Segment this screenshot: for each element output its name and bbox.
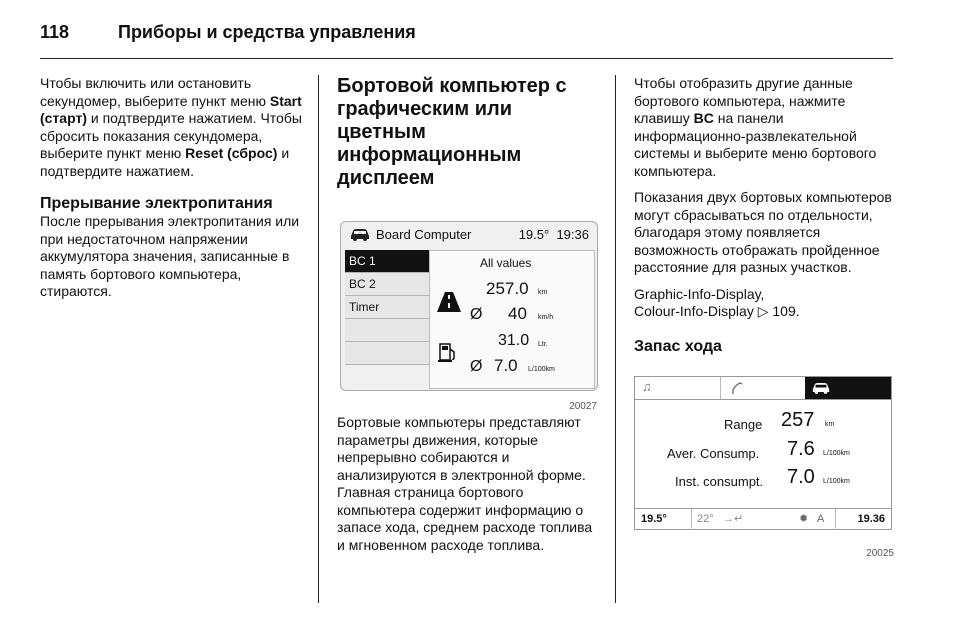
avg-speed-symbol: Ø <box>470 306 483 323</box>
board-computer-paragraph: Бортовые компьютеры представляют параметры движения, которые непрерывно собираются и анализируются в электронной форме. Главная страница бортового компьютера содержит информацию о запасе хода, среднем расходе топлива и мгновенном расходе топлива. <box>337 414 593 553</box>
bc-menu <box>345 250 429 387</box>
fuel-used-value: 31.0 <box>498 332 530 349</box>
avg-cons-symbol: Ø <box>470 358 483 375</box>
bc-key-term: BC <box>693 110 714 126</box>
status-divider <box>835 509 836 530</box>
menu-item-bc1: BC 1 <box>345 250 429 273</box>
avg-cons-unit: L/100km <box>528 366 555 373</box>
inst-consumpt-label: Inst. consumpt. <box>675 473 764 489</box>
all-values-label: All values <box>480 256 532 270</box>
tab-audio <box>635 377 721 399</box>
avg-speed-value: 40 <box>508 304 527 323</box>
outside-temp: 19.5° <box>641 512 667 525</box>
fuel-pump-icon <box>438 341 458 363</box>
distance-unit: km <box>538 289 548 296</box>
airflow-icon: →↵ <box>723 512 744 525</box>
display-tabs <box>635 377 891 400</box>
temp-time-readout: 19.5° 19:36 <box>518 227 589 242</box>
fan-mode: A <box>817 512 825 525</box>
range-label: Range <box>724 416 763 432</box>
board-computer-heading: Бортовой компьютер с графическим или цветным информационным дисплеем <box>337 75 567 189</box>
column-divider <box>615 75 616 603</box>
car-icon <box>349 227 371 241</box>
column-2 <box>337 75 599 554</box>
music-note-icon: ♫ <box>642 378 652 394</box>
range-figure <box>634 366 896 581</box>
power-interrupt-heading: Прерывание электропитания <box>40 195 273 212</box>
column-1 <box>40 75 302 301</box>
set-temp: 22° <box>697 512 714 525</box>
climate-status-bar <box>635 508 891 530</box>
screen-title: Board Computer <box>376 227 472 242</box>
header-divider <box>40 58 893 59</box>
stopwatch-paragraph: Чтобы включить или остановить секундомер, выберите пункт меню Start (старт) и подтвердите нажатием. Чтобы сбросить показания секундомера, выберите пункт меню Reset (сброс) и подтвердите нажатием. <box>40 75 302 179</box>
avg-speed-unit: km/h <box>538 314 554 321</box>
status-time: 19.36 <box>857 512 885 525</box>
status-divider <box>691 509 692 530</box>
reset-term: Reset (сброс) <box>185 145 278 161</box>
distance-value: 257.0 <box>486 279 529 298</box>
menu-item-timer: Timer <box>345 296 429 319</box>
board-computer-screen <box>340 221 598 391</box>
tab-phone <box>720 377 806 399</box>
inst-consumpt-value: 7.0 <box>787 465 815 488</box>
bc-key-paragraph: Чтобы отобразить другие данные бортового компьютера, нажмите клавишу BC на панели информационно-развлекательной системы и выберите меню бортового компьютера. <box>634 75 877 179</box>
aver-consump-unit: L/100km <box>823 449 850 457</box>
car-icon <box>811 381 831 394</box>
figure-number: 20027 <box>569 401 597 412</box>
page-ref: 109. <box>772 303 800 319</box>
range-value: 257 <box>781 408 815 431</box>
aver-consump-value: 7.6 <box>787 437 815 460</box>
menu-item-empty <box>345 342 429 365</box>
figure-number: 20025 <box>866 547 894 559</box>
power-interrupt-paragraph: После прерывания электропитания или при недостаточном напряжении аккумулятора значения, записанные в память бортового компьютера, стираются. <box>40 213 300 299</box>
avg-cons-value: 7.0 <box>494 356 518 375</box>
phone-icon <box>730 381 744 395</box>
page-header <box>40 18 893 58</box>
road-icon <box>436 291 462 313</box>
screen-title-bar <box>341 222 597 248</box>
fuel-used-unit: Ltr. <box>538 341 548 348</box>
range-heading: Запас хода <box>634 337 722 355</box>
values-panel <box>429 250 595 389</box>
menu-item-empty <box>345 319 429 342</box>
section-title: Приборы и средства управления <box>118 22 416 42</box>
aver-consump-label: Aver. Consump. <box>667 445 760 461</box>
menu-item-bc2: BC 2 <box>345 273 429 296</box>
display-reference: Graphic-Info-Display, Colour-Info-Display ▷ 109. <box>634 285 800 319</box>
page-number: 118 <box>40 22 70 42</box>
board-computer-figure <box>337 200 599 412</box>
page-ref-icon: ▷ <box>757 303 769 319</box>
tab-board-computer <box>805 377 891 399</box>
range-unit: km <box>825 420 835 428</box>
reset-paragraph: Показания двух бортовых компьютеров могут сбрасываться по отдельности, благодаря этому появляется возможность отображать пройденное расстояние для разных участков. <box>634 189 892 275</box>
fan-icon: ✹ <box>799 512 809 525</box>
range-screen <box>634 376 892 530</box>
column-divider <box>318 75 319 603</box>
inst-consumpt-unit: L/100km <box>823 477 850 485</box>
column-3 <box>634 75 896 581</box>
start-term: Start (старт) <box>40 92 302 126</box>
